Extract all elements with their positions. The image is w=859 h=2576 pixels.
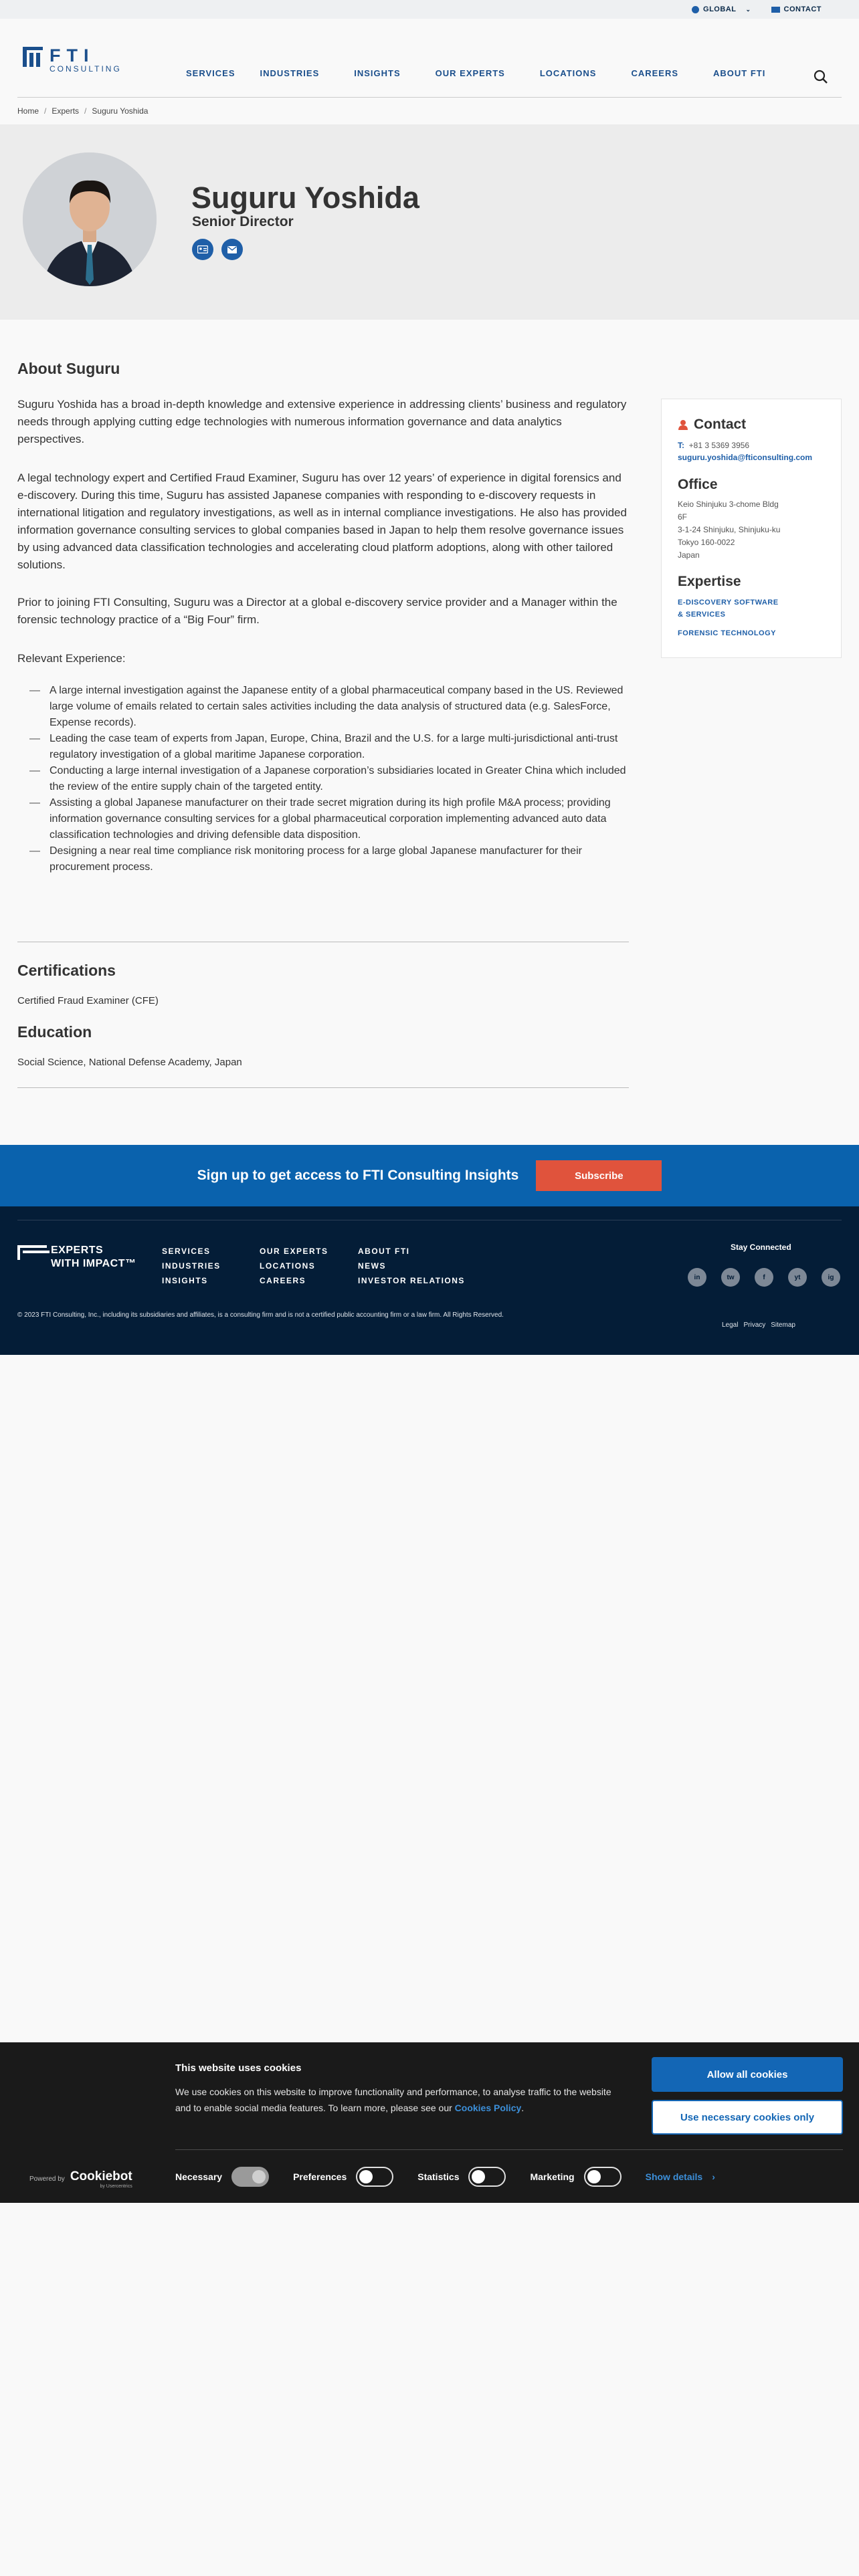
nav-careers[interactable]: CAREERS (631, 68, 679, 78)
footer-link[interactable]: INDUSTRIES (162, 1261, 221, 1271)
toggle-preferences: Preferences (293, 2167, 393, 2187)
show-details-link[interactable]: Show details › (645, 2171, 715, 2182)
cookie-divider (175, 2149, 843, 2150)
vcard-icon (197, 245, 208, 253)
privacy-link[interactable]: Privacy (743, 1321, 766, 1329)
section-divider (17, 1087, 629, 1088)
footer-link[interactable]: SERVICES (162, 1247, 211, 1256)
logo-sub: CONSULTING (50, 64, 122, 74)
about-heading: About Suguru (17, 360, 120, 377)
footer-col-1 (162, 1244, 221, 1288)
list-item: — Assisting a global Japanese manufacturer on their trade secret migration during its high profile M&A process; providing information governance consulting services for a global pharmaceutical corporation implementing advanced auto data classification technologies and driving defensible data disposition. (17, 795, 629, 843)
footer-col-3 (358, 1244, 465, 1288)
footer-link[interactable]: CAREERS (260, 1276, 306, 1285)
expertise-link[interactable]: E-DISCOVERY SOFTWARE & SERVICES (678, 599, 779, 619)
relevant-experience-label: Relevant Experience: (17, 652, 126, 665)
breadcrumb-current: Suguru Yoshida (92, 106, 149, 116)
about-paragraph: A legal technology expert and Certified Fraud Examiner, Suguru has over 12 years’ of experience in digital forensics and e-discovery. During this time, Suguru has assisted Japanese companies with responding to e-discovery requests in international litigation and regulatory investigations, as well as in internal compliance investigations. He also has provided information governance consulting services to global companies based in Japan to help them resolve governance issues by using advanced data classification technologies and accelerating cloud platform adoptions, along with other tailored solutions. (17, 471, 627, 571)
mail-icon (771, 7, 780, 13)
social-links (688, 1268, 840, 1287)
globe-icon (692, 6, 699, 13)
cookie-toggles (175, 2167, 715, 2187)
expertise-link[interactable]: FORENSIC TECHNOLOGY (678, 629, 777, 637)
facebook-icon[interactable]: f (755, 1268, 773, 1287)
copyright: © 2023 FTI Consulting, Inc., including its subsidiaries and affiliates, is a consulting firm and is not a certified public accounting firm or a law firm. All Rights Reserved. (17, 1311, 504, 1319)
cookie-banner (0, 2042, 859, 2203)
contact-email-link[interactable]: suguru.yoshida@fticonsulting.com (678, 453, 813, 462)
footer-link[interactable]: INSIGHTS (162, 1276, 208, 1285)
necessary-switch (231, 2167, 269, 2187)
office-heading: Office (678, 477, 718, 492)
logo-name: FTI (50, 45, 95, 66)
statistics-switch[interactable] (468, 2167, 506, 2187)
nav-locations[interactable]: LOCATIONS (539, 68, 597, 78)
global-label: GLOBAL (703, 5, 737, 13)
nav-services[interactable]: SERVICES (186, 68, 235, 78)
logo[interactable] (23, 47, 122, 74)
person-icon (678, 419, 688, 430)
list-item: — A large internal investigation against the Japanese entity of a global pharmaceutical company based in the US. Reviewed large volume of emails related to certain sales activities including the data analysis of structured data (e.g. SalesForce, Expense records). (17, 683, 629, 731)
instagram-icon[interactable]: ig (822, 1268, 840, 1287)
legal-link[interactable]: Legal (722, 1321, 739, 1329)
main-content (0, 320, 859, 1128)
stay-connected-label: Stay Connected (731, 1243, 791, 1252)
breadcrumb: Home / Experts / Suguru Yoshida (17, 106, 149, 116)
search-icon[interactable] (814, 70, 828, 84)
email-button[interactable] (221, 239, 243, 260)
cookie-text: We use cookies on this website to improve functionality and performance, to analyse traffic to the website and to enable social media features. To learn more, please see our Cookies Policy. (175, 2086, 611, 2113)
list-item: — Designing a near real time compliance risk monitoring process for a large global Japanese manufacturer for their procurement process. (17, 843, 629, 875)
expertise-heading: Expertise (678, 574, 741, 589)
utility-bar (0, 0, 859, 19)
profile-title: Senior Director (192, 214, 294, 229)
footer-link[interactable]: LOCATIONS (260, 1261, 316, 1271)
office-address: Keio Shinjuku 3-chome Bldg 6F 3-1-24 Shinjuku, Shinjuku-ku Tokyo 160-0022 Japan (678, 500, 781, 560)
chevron-down-icon: ⌄ (745, 5, 751, 13)
contact-phone[interactable]: T: +81 3 5369 3956 (678, 441, 750, 450)
legal-links (722, 1321, 795, 1329)
certifications-heading: Certifications (17, 962, 116, 979)
profile-hero (0, 124, 859, 320)
nav-industries[interactable]: INDUSTRIES (260, 68, 320, 78)
necessary-cookies-button[interactable]: Use necessary cookies only (652, 2100, 843, 2135)
cookiebot-sub: by Usercentrics (100, 2184, 132, 2189)
certifications-value: Certified Fraud Examiner (CFE) (17, 995, 159, 1006)
fti-logo-mark-icon (23, 47, 43, 67)
about-paragraph: Suguru Yoshida has a broad in-depth knowledge and extensive experience in addressing clients’ business and regulatory needs through applying cutting edge technologies with numerous information governance and data analytics perspectives. (17, 398, 627, 445)
footer-link[interactable]: ABOUT FTI (358, 1247, 410, 1256)
preferences-switch[interactable] (356, 2167, 393, 2187)
site-footer (0, 1206, 859, 1355)
twitter-icon[interactable]: tw (721, 1268, 740, 1287)
footer-link[interactable]: NEWS (358, 1261, 386, 1271)
about-paragraph: Prior to joining FTI Consulting, Suguru was a Director at a global e-discovery service provider and a Manager within the forensic technology practice of a “Big Four” firm. (17, 596, 617, 626)
allow-all-cookies-button[interactable]: Allow all cookies (652, 2057, 843, 2092)
youtube-icon[interactable]: yt (788, 1268, 807, 1287)
footer-link[interactable]: INVESTOR RELATIONS (358, 1276, 465, 1285)
education-value: Social Science, National Defense Academy, Japan (17, 1057, 242, 1068)
list-item: — Conducting a large internal investigation of a Japanese corporation’s subsidiaries located in Greater China which included the review of the entire supply chain of the targeted entity. (17, 763, 629, 795)
toggle-marketing: Marketing (530, 2167, 621, 2187)
subscribe-button[interactable]: Subscribe (536, 1160, 662, 1191)
main-nav (186, 68, 765, 78)
contact-sidebar (661, 399, 842, 658)
contact-heading: Contact (678, 417, 825, 433)
newsletter-signup (0, 1145, 859, 1206)
chevron-right-icon: › (712, 2171, 715, 2182)
nav-about-fti[interactable]: ABOUT FTI (713, 68, 766, 78)
contact-label: CONTACT (783, 5, 822, 13)
cookiebot-logo: Cookiebot (70, 2169, 132, 2183)
profile-photo (23, 152, 157, 286)
footer-col-2 (260, 1244, 328, 1288)
cookies-policy-link[interactable]: Cookies Policy (454, 2103, 522, 2113)
nav-our-experts[interactable]: OUR EXPERTS (435, 68, 505, 78)
sitemap-link[interactable]: Sitemap (771, 1321, 795, 1329)
breadcrumb-experts[interactable]: Experts (52, 106, 80, 116)
nav-insights[interactable]: INSIGHTS (354, 68, 401, 78)
footer-logo[interactable]: EXPERTS WITH IMPACT™ (17, 1244, 136, 1271)
experience-list (17, 683, 629, 875)
header-divider (17, 97, 842, 98)
toggle-statistics: Statistics (417, 2167, 506, 2187)
linkedin-icon[interactable]: in (688, 1268, 706, 1287)
cookiebot-branding: Powered by Cookiebot by Usercentrics (29, 2169, 132, 2189)
profile-actions (192, 239, 243, 260)
site-header (0, 19, 859, 98)
global-selector[interactable] (692, 5, 751, 13)
profile-name: Suguru Yoshida (191, 181, 419, 215)
education-heading: Education (17, 1023, 92, 1041)
footer-link[interactable]: OUR EXPERTS (260, 1247, 328, 1256)
list-item: — Leading the case team of experts from Japan, Europe, China, Brazil and the U.S. for a large multi-jurisdictional anti-trust regulatory investigation of a global maritime Japanese corporation. (17, 731, 629, 763)
cookie-title: This website uses cookies (175, 2062, 302, 2074)
vcard-button[interactable] (192, 239, 213, 260)
contact-link[interactable] (771, 5, 822, 13)
toggle-necessary: Necessary (175, 2167, 269, 2187)
signup-text: Sign up to get access to FTI Consulting Insights (197, 1168, 519, 1183)
breadcrumb-home[interactable]: Home (17, 106, 39, 116)
mail-icon (227, 246, 237, 253)
marketing-switch[interactable] (584, 2167, 622, 2187)
